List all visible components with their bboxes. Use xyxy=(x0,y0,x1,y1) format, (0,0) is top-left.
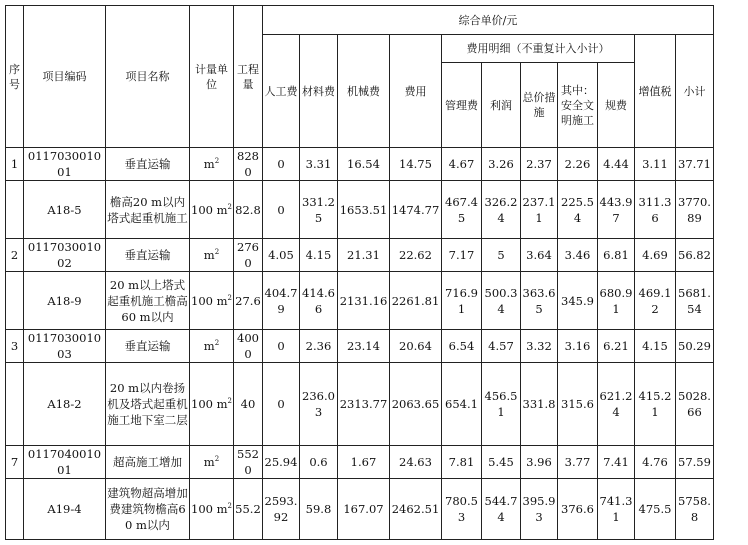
cell-profit: 5 xyxy=(481,239,520,272)
cell-name: 20 m以内卷扬机及塔式起重机施工地下室二层 xyxy=(106,363,190,446)
table-body xyxy=(6,148,714,540)
header-unit: 计量单位 xyxy=(190,6,234,148)
cell-code: 011703001003 xyxy=(24,330,106,363)
cell-code: 011703001001 xyxy=(24,148,106,181)
cell-profit: 456.51 xyxy=(481,363,520,446)
cell-regfee: 443.97 xyxy=(597,181,634,239)
cell-safety: 3.77 xyxy=(557,446,597,479)
table-row xyxy=(6,148,714,181)
cell-unit xyxy=(190,148,234,181)
cell-machine: 23.14 xyxy=(337,330,389,363)
table-row xyxy=(6,272,714,330)
cell-fee: 20.64 xyxy=(389,330,441,363)
cell-material: 59.8 xyxy=(299,479,337,540)
cell-labor: 0 xyxy=(262,148,299,181)
cell-unit xyxy=(190,446,234,479)
cell-code: A18-2 xyxy=(24,363,106,446)
cell-profit: 4.57 xyxy=(481,330,520,363)
cell-qty: 40 xyxy=(233,363,262,446)
header-detail-group: 费用明细（不重复计入小计） xyxy=(441,35,634,63)
unit-exponent: 2 xyxy=(227,502,232,511)
cell-vat: 415.21 xyxy=(634,363,675,446)
cell-subtotal: 5681.54 xyxy=(675,272,713,330)
cell-vat: 4.76 xyxy=(634,446,675,479)
cell-machine: 1.67 xyxy=(337,446,389,479)
cell-fee: 14.75 xyxy=(389,148,441,181)
cell-regfee: 741.31 xyxy=(597,479,634,540)
table-row xyxy=(6,239,714,272)
header-labor: 人工费 xyxy=(262,35,299,148)
cell-mgmt: 467.45 xyxy=(441,181,481,239)
cell-name: 垂直运输 xyxy=(106,239,190,272)
unit-exponent: 2 xyxy=(227,397,232,406)
unit-exponent: 2 xyxy=(227,293,232,302)
cell-regfee: 4.44 xyxy=(597,148,634,181)
cell-vat: 4.15 xyxy=(634,330,675,363)
header-mgmt: 管理费 xyxy=(441,63,481,148)
cell-unit xyxy=(190,363,234,446)
cell-unit xyxy=(190,239,234,272)
cell-machine: 167.07 xyxy=(337,479,389,540)
cell-labor: 404.79 xyxy=(262,272,299,330)
cell-material: 3.31 xyxy=(299,148,337,181)
cell-fee: 1474.77 xyxy=(389,181,441,239)
header-code: 项目编码 xyxy=(24,6,106,148)
header-seq: 序号 xyxy=(6,6,24,148)
cell-machine: 2131.16 xyxy=(337,272,389,330)
cell-name: 垂直运输 xyxy=(106,148,190,181)
cell-mgmt: 654.1 xyxy=(441,363,481,446)
unit-exponent: 2 xyxy=(214,455,220,464)
cell-vat: 4.69 xyxy=(634,239,675,272)
table-row xyxy=(6,330,714,363)
header-regfee: 规费 xyxy=(597,63,634,148)
cell-mgmt: 7.81 xyxy=(441,446,481,479)
table-row xyxy=(6,363,714,446)
unit-price-table xyxy=(5,5,714,540)
unit-base: 100 m xyxy=(191,202,228,217)
cell-subtotal: 50.29 xyxy=(675,330,713,363)
unit-exponent: 2 xyxy=(227,202,232,211)
cell-profit: 5.45 xyxy=(481,446,520,479)
cell-fee: 2063.65 xyxy=(389,363,441,446)
cell-qty: 5520 xyxy=(233,446,262,479)
cell-safety: 2.26 xyxy=(557,148,597,181)
cell-machine: 16.54 xyxy=(337,148,389,181)
cell-qty: 8280 xyxy=(233,148,262,181)
cell-code: 011703001002 xyxy=(24,239,106,272)
cell-fee: 2261.81 xyxy=(389,272,441,330)
unit-base: m xyxy=(203,157,215,171)
cell-subtotal: 37.71 xyxy=(675,148,713,181)
cell-vat: 469.12 xyxy=(634,272,675,330)
cell-safety: 345.9 xyxy=(557,272,597,330)
header-material: 材料费 xyxy=(299,35,337,148)
cell-vat: 3.11 xyxy=(634,148,675,181)
cell-code: 011704001001 xyxy=(24,446,106,479)
cell-total-measure: 3.32 xyxy=(520,330,557,363)
cell-vat: 475.5 xyxy=(634,479,675,540)
unit-base: m xyxy=(203,339,215,353)
header-qty: 工程量 xyxy=(233,6,262,148)
cell-unit xyxy=(190,479,234,540)
cell-regfee: 6.81 xyxy=(597,239,634,272)
cell-safety: 315.6 xyxy=(557,363,597,446)
cell-unit xyxy=(190,272,234,330)
cell-profit: 500.34 xyxy=(481,272,520,330)
header-profit: 利润 xyxy=(481,63,520,148)
unit-base: 100 m xyxy=(191,397,228,411)
cell-code: A18-9 xyxy=(24,272,106,330)
cell-total-measure: 3.96 xyxy=(520,446,557,479)
header-fee: 费用 xyxy=(389,35,441,148)
cell-unit xyxy=(190,330,234,363)
table-row xyxy=(6,181,714,239)
table-wrapper xyxy=(5,5,714,540)
header-vat: 增值税 xyxy=(634,35,675,148)
cell-regfee: 7.41 xyxy=(597,446,634,479)
cell-regfee: 6.21 xyxy=(597,330,634,363)
cell-code: A19-4 xyxy=(24,479,106,540)
unit-exponent: 2 xyxy=(214,248,220,257)
cell-subtotal: 57.59 xyxy=(675,446,713,479)
cell-qty: 4000 xyxy=(233,330,262,363)
header-price-group: 综合单价/元 xyxy=(262,6,713,35)
cell-labor: 0 xyxy=(262,363,299,446)
cell-name: 建筑物超高增加费建筑物檐高60 m以内 xyxy=(106,479,190,540)
cell-subtotal: 56.82 xyxy=(675,239,713,272)
cell-seq xyxy=(6,181,24,239)
cell-mgmt: 716.91 xyxy=(441,272,481,330)
cell-seq: 3 xyxy=(6,330,24,363)
cell-labor: 0 xyxy=(262,330,299,363)
cell-fee: 22.62 xyxy=(389,239,441,272)
cell-profit: 544.74 xyxy=(481,479,520,540)
unit-base: 100 m xyxy=(191,293,228,308)
cell-mgmt: 7.17 xyxy=(441,239,481,272)
cell-mgmt: 4.67 xyxy=(441,148,481,181)
header-safety: 其中：安全文明施工 xyxy=(557,63,597,148)
cell-qty: 27.6 xyxy=(233,272,262,330)
cell-subtotal: 5028.66 xyxy=(675,363,713,446)
cell-seq: 1 xyxy=(6,148,24,181)
cell-regfee: 621.24 xyxy=(597,363,634,446)
unit-base: 100 m xyxy=(191,502,228,516)
cell-labor: 4.05 xyxy=(262,239,299,272)
cell-total-measure: 363.65 xyxy=(520,272,557,330)
table-row xyxy=(6,479,714,540)
cell-seq: 2 xyxy=(6,239,24,272)
cell-material: 4.15 xyxy=(299,239,337,272)
unit-exponent: 2 xyxy=(214,339,220,348)
cell-seq xyxy=(6,272,24,330)
unit-exponent: 2 xyxy=(214,157,220,166)
cell-material: 0.6 xyxy=(299,446,337,479)
cell-safety: 3.16 xyxy=(557,330,597,363)
cell-safety: 225.54 xyxy=(557,181,597,239)
cell-qty: 2760 xyxy=(233,239,262,272)
header-subtotal: 小计 xyxy=(675,35,713,148)
cell-fee: 24.63 xyxy=(389,446,441,479)
cell-code: A18-5 xyxy=(24,181,106,239)
cell-total-measure: 395.93 xyxy=(520,479,557,540)
cell-qty: 82.8 xyxy=(233,181,262,239)
cell-seq: 7 xyxy=(6,446,24,479)
cell-name: 垂直运输 xyxy=(106,330,190,363)
cell-name: 檐高20 m以内塔式起重机施工 xyxy=(106,181,190,239)
cell-seq xyxy=(6,479,24,540)
cell-material: 331.25 xyxy=(299,181,337,239)
cell-name: 20 m以上塔式起重机施工檐高60 m以内 xyxy=(106,272,190,330)
cell-fee: 2462.51 xyxy=(389,479,441,540)
cell-labor: 0 xyxy=(262,181,299,239)
cell-total-measure: 237.11 xyxy=(520,181,557,239)
cell-machine: 2313.77 xyxy=(337,363,389,446)
header-machine: 机械费 xyxy=(337,35,389,148)
cell-profit: 3.26 xyxy=(481,148,520,181)
cell-unit xyxy=(190,181,234,239)
cell-labor: 2593.92 xyxy=(262,479,299,540)
table-row xyxy=(6,446,714,479)
unit-base: m xyxy=(203,248,215,262)
cell-machine: 21.31 xyxy=(337,239,389,272)
cell-total-measure: 331.8 xyxy=(520,363,557,446)
cell-material: 414.66 xyxy=(299,272,337,330)
cell-regfee: 680.91 xyxy=(597,272,634,330)
cell-safety: 3.46 xyxy=(557,239,597,272)
cell-material: 2.36 xyxy=(299,330,337,363)
cell-vat: 311.36 xyxy=(634,181,675,239)
cell-profit: 326.24 xyxy=(481,181,520,239)
cell-total-measure: 3.64 xyxy=(520,239,557,272)
cell-total-measure: 2.37 xyxy=(520,148,557,181)
header-total-measure: 总价措施 xyxy=(520,63,557,148)
cell-qty: 55.2 xyxy=(233,479,262,540)
cell-subtotal: 3770.89 xyxy=(675,181,713,239)
cell-labor: 25.94 xyxy=(262,446,299,479)
unit-base: m xyxy=(203,455,215,469)
cell-mgmt: 780.53 xyxy=(441,479,481,540)
cell-seq xyxy=(6,363,24,446)
cell-material: 236.03 xyxy=(299,363,337,446)
cell-subtotal: 5758.8 xyxy=(675,479,713,540)
cell-safety: 376.6 xyxy=(557,479,597,540)
header-name: 项目名称 xyxy=(106,6,190,148)
cell-machine: 1653.51 xyxy=(337,181,389,239)
cell-mgmt: 6.54 xyxy=(441,330,481,363)
cell-name: 超高施工增加 xyxy=(106,446,190,479)
